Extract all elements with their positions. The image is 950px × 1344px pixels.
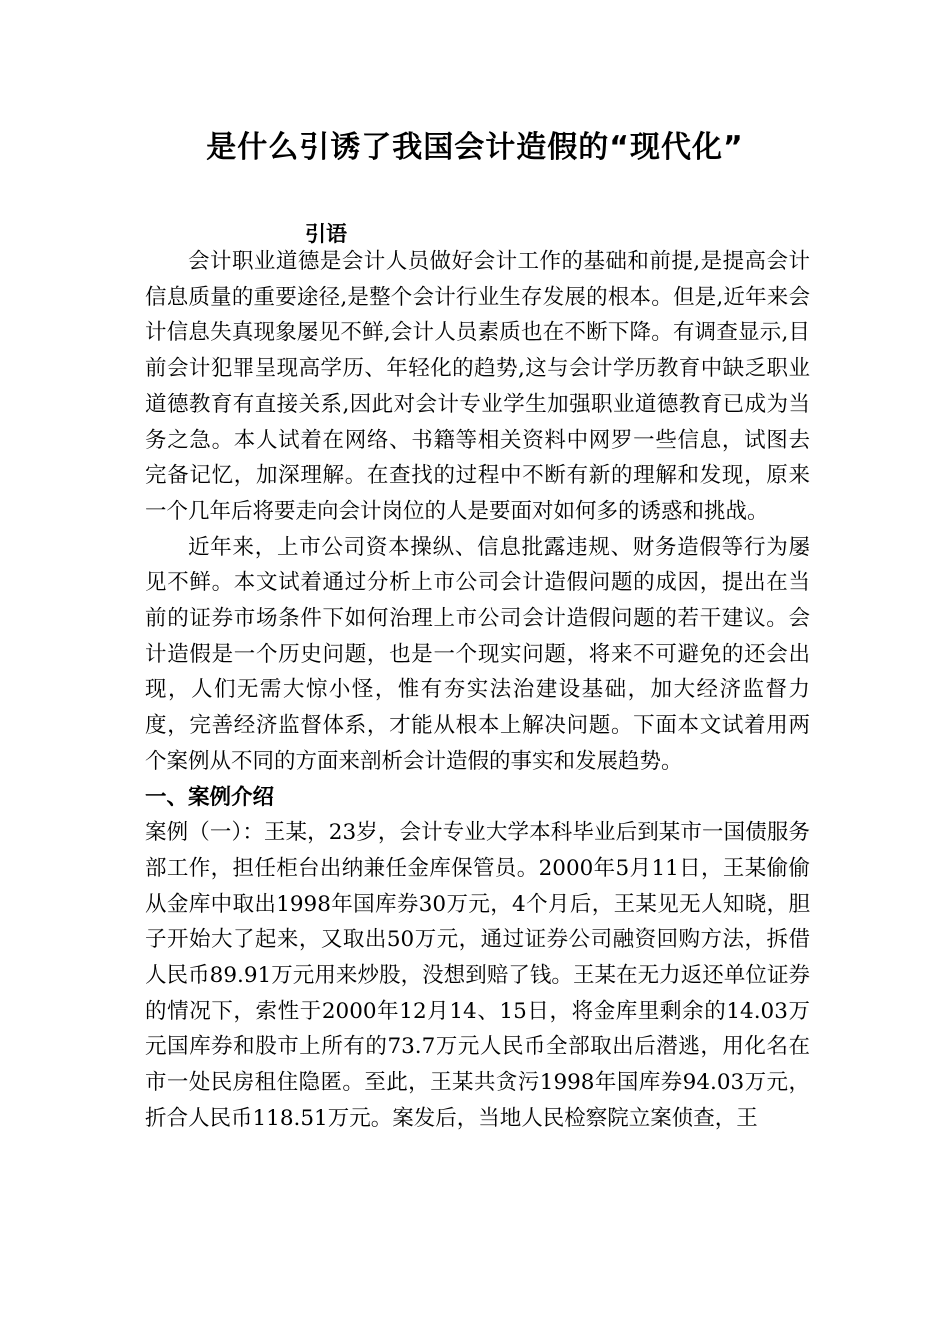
document-title: 是什么引诱了我国会计造假的“现代化”: [206, 130, 744, 165]
case-paragraph-1: 案例（一）：王某，23岁，会计专业大学本科毕业后到某市一国债服务部工作，担任柜台出纳兼任金库保管员。2000年5月11日，王某偷偷从金库中取出1998年国库券30万元，4个月后，王某见无人知晓，胆子开始大了起来，又取出50万元，通过证券公司融资回购方法，拆借人民币89.91万元用来炒股，没想到赔了钱。王某在无力返还单位证券的情况下，索性于2000年12月14、15日，将金库里剩余的14.03万元国库券和股市上所有的73.7万元人民币全部取出后潜逃，用化名在市一处民房租住隐匿。至此，王某共贪污1998年国库券94.03万元，折合人民币118.51万元。案发后，当地人民检察院立案侦查，王: [145, 820, 810, 1131]
document-body: [145, 244, 810, 1137]
intro-heading: 引语: [305, 222, 347, 246]
intro-paragraph-1: 会计职业道德是会计人员做好会计工作的基础和前提,是提高会计信息质量的重要途径,是整个会计行业生存发展的根本。但是,近年来会计信息失真现象屡见不鲜,会计人员素质也在不断下降。有调查显示,目前会计犯罪呈现高学历、年轻化的趋势,这与会计学历教育中缺乏职业道德教育有直接关系,因此对会计专业学生加强职业道德教育已成为当务之急。本人试着在网络、书籍等相关资料中网罗一些信息，试图去完备记忆，加深理解。在查找的过程中不断有新的理解和发现，原来一个几年后将要走向会计岗位的人是要面对如何多的诱惑和挑战。: [145, 249, 810, 524]
section-heading-case-intro: 一、案例介绍: [145, 784, 275, 810]
intro-paragraph-2: 近年来，上市公司资本操纵、信息批露违规、财务造假等行为屡见不鲜。本文试着通过分析上市公司会计造假问题的成因，提出在当前的证券市场条件下如何治理上市公司会计造假问题的若干建议。会计造假是一个历史问题，也是一个现实问题，将来不可避免的还会出现，人们无需大惊小怪，惟有夯实法治建设基础，加大经济监督力度，完善经济监督体系，才能从根本上解决问题。下面本文试着用两个案例从不同的方面来剖析会计造假的事实和发展趋势。: [145, 534, 810, 774]
